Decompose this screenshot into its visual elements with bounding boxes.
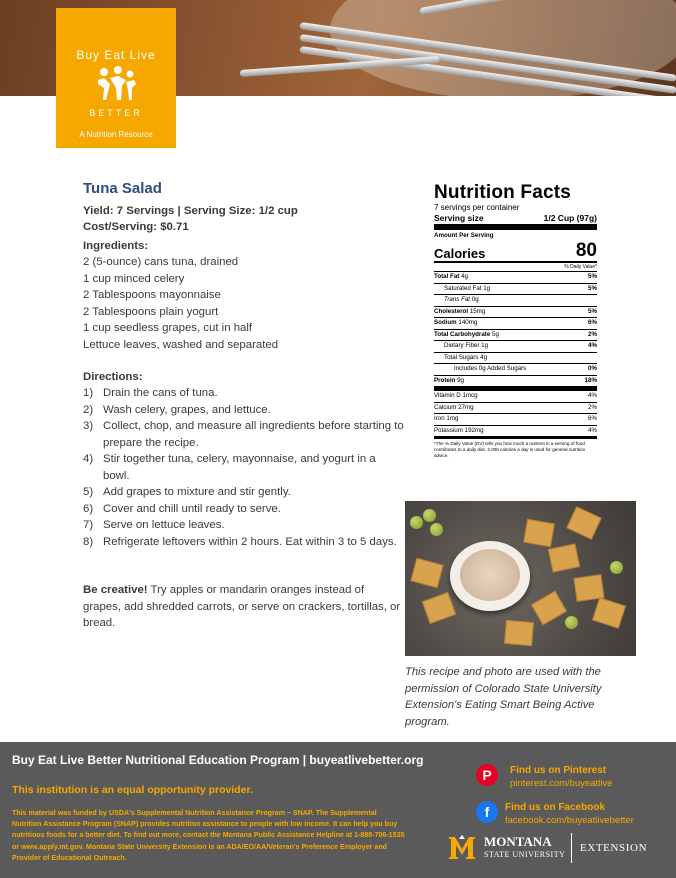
- step-number: 7): [83, 519, 94, 531]
- msu-divider: [571, 833, 572, 863]
- nutrition-facts-label: [434, 183, 597, 459]
- step-number: 8): [83, 535, 94, 548]
- daily-value-footnote: *The % Daily Value (DV) tells you how much a nutrient in a serving of food contributes to a daily diet. 2,000 calories a day is used for general nutrition advice.: [434, 436, 597, 459]
- creative-tip: [83, 582, 403, 632]
- vitamin-label: Calcium: [434, 403, 457, 411]
- vitamin-daily-value: 2%: [588, 403, 597, 411]
- daily-value-header: % Daily Value*: [434, 261, 597, 271]
- pinterest-link[interactable]: pinterest.com/buyeatlive: [510, 778, 613, 789]
- cracker-graphic: [548, 543, 580, 572]
- nutrient-name: [434, 307, 485, 318]
- vitamin-row: [434, 391, 597, 402]
- nutrient-label: Protein: [434, 376, 456, 384]
- nutrient-daily-value: 5%: [588, 307, 597, 315]
- nutrient-daily-value: 4%: [588, 342, 597, 349]
- direction-step: [83, 501, 405, 518]
- step-number: 4): [83, 453, 94, 465]
- nutrient-amount: 1g: [481, 342, 489, 349]
- nutrient-amount: 1g: [483, 284, 491, 292]
- direction-step: [83, 484, 405, 501]
- nutrient-row: [434, 283, 597, 295]
- funding-statement: This material was funded by USDA's Supplemental Nutrition Assistance Program – SNAP. The Supplemental Nutrition Assistance Program (SNAP) provides nutrition assistance to people with low income. It can help you buy nutritious foods for a better diet. To find out more, contact the Montana Public Assistance Helpline at 1-888-706-1535 or www.apply.mt.gov. Montana State University Extension is an ADA/EO/AA/Veteran's Preference Employer and Provider of Educational Outreach.: [12, 809, 405, 862]
- nutrient-amount: 9g: [457, 376, 464, 384]
- step-number: 6): [83, 502, 94, 515]
- nutrient-amount: 4g: [461, 273, 468, 280]
- vitamin-label: Iron: [434, 415, 445, 422]
- nutrient-name: [444, 341, 488, 352]
- salad-graphic: [460, 549, 520, 601]
- directions-list: [83, 385, 405, 550]
- amount-per-serving: Amount Per Serving: [434, 224, 597, 241]
- buy-eat-live-better-logo[interactable]: [56, 8, 176, 148]
- vitamin-daily-value: 4%: [588, 392, 597, 399]
- vitamin-name: [434, 426, 484, 437]
- grape-graphic: [423, 509, 436, 522]
- grape-graphic: [565, 616, 578, 629]
- nutrient-daily-value: 6%: [588, 319, 597, 326]
- facebook-heading: Find us on Facebook: [505, 802, 606, 813]
- servings-per-container: 7 servings per container: [434, 203, 520, 212]
- nutrient-label: Total Carbohydrate: [434, 330, 491, 338]
- msu-extension: EXTENSION: [580, 842, 648, 854]
- nutrient-row: [434, 271, 597, 283]
- cracker-graphic: [592, 597, 626, 628]
- serving-size-row: [434, 213, 597, 224]
- nutrient-daily-value: 2%: [588, 330, 597, 338]
- nutrient-name: [434, 376, 464, 387]
- nutrient-name: [434, 330, 499, 341]
- step-text: Stir together tuna, celery, mayonnaise, and yogurt in a bowl.: [103, 453, 376, 482]
- grape-graphic: [410, 516, 423, 529]
- equal-opportunity-statement: This institution is an equal opportunity provider.: [12, 784, 253, 796]
- step-text: Drain the cans of tuna.: [103, 387, 218, 399]
- vitamin-amount: 192mg: [464, 426, 484, 434]
- vitamin-name: [434, 403, 474, 414]
- vitamin-daily-value: 4%: [588, 426, 597, 434]
- vitamin-label: Vitamin D: [434, 392, 461, 399]
- step-text: Collect, chop, and measure all ingredients before starting to prepare the recipe.: [103, 420, 404, 449]
- nutrient-row: [434, 329, 597, 341]
- logo-tagline: A Nutrition Resource: [79, 130, 153, 139]
- nutrient-name: [444, 353, 487, 364]
- ingredient-item: 1 cup minced celery: [83, 272, 185, 285]
- nutrient-row: [434, 317, 597, 329]
- calories-label: Calories: [434, 246, 486, 261]
- msu-subtitle: STATE UNIVERSITY: [484, 850, 566, 859]
- vitamin-row: [434, 402, 597, 414]
- nutrient-row: [434, 294, 597, 306]
- nutrient-label: Dietary Fiber: [444, 342, 480, 349]
- vitamin-row: [434, 425, 597, 437]
- nutrient-name: [434, 272, 468, 283]
- nutrient-daily-value: 0%: [588, 365, 597, 372]
- nutrient-label: Total Sugars: [444, 353, 479, 361]
- vitamin-amount: 27mg: [458, 403, 474, 411]
- vitamin-amount: 1mcg: [462, 392, 478, 399]
- grape-graphic: [610, 561, 623, 574]
- nutrient-label: Cholesterol: [434, 307, 469, 315]
- nutrient-daily-value: 18%: [584, 376, 597, 384]
- yield-line: Yield: 7 Servings | Serving Size: 1/2 cup: [83, 205, 298, 217]
- nutrient-row: [434, 306, 597, 318]
- pinterest-heading: Find us on Pinterest: [510, 765, 607, 776]
- step-number: 2): [83, 403, 94, 416]
- facebook-icon[interactable]: f: [476, 801, 498, 823]
- ingredient-item: Lettuce leaves, washed and separated: [83, 338, 279, 351]
- step-text: Serve on lettuce leaves.: [103, 519, 225, 531]
- nutrient-amount: 140mg: [458, 319, 478, 326]
- vitamin-name: [434, 414, 458, 425]
- cost-line: Cost/Serving: $0.71: [83, 221, 189, 233]
- nutrient-daily-value: 5%: [588, 284, 597, 292]
- vitamin-amount: 1mg: [446, 415, 459, 422]
- direction-step: [83, 402, 405, 419]
- direction-step: [83, 418, 405, 451]
- creative-label: Be creative!: [83, 584, 148, 596]
- vitamin-row: [434, 413, 597, 425]
- tuna-salad-photo: [405, 501, 636, 656]
- nutrient-name: [444, 295, 479, 306]
- directions-heading: Directions:: [83, 371, 143, 383]
- nutrition-facts-title: Nutrition Facts: [434, 182, 572, 203]
- ingredients-list: [83, 254, 278, 353]
- msu-logo-icon: [447, 833, 477, 863]
- step-text: Wash celery, grapes, and lettuce.: [103, 403, 271, 416]
- grape-graphic: [430, 523, 443, 536]
- nutrient-amount: 0g: [471, 296, 479, 303]
- people-figures-icon: [94, 66, 138, 102]
- nutrient-amount: 4g: [480, 353, 488, 361]
- nutrient-row: [434, 363, 597, 375]
- nutrient-label: Total Fat: [434, 273, 460, 280]
- logo-brand-text: Buy Eat Live: [76, 48, 156, 62]
- direction-step: [83, 451, 405, 484]
- step-number: 1): [83, 387, 94, 399]
- nutrient-label: Includes 0g Added Sugars: [454, 365, 527, 372]
- nutrient-name: [434, 318, 477, 329]
- facebook-link[interactable]: facebook.com/buyeatlivebetter: [505, 815, 634, 826]
- step-text: Add grapes to mixture and stir gently.: [103, 486, 291, 498]
- photo-caption: This recipe and photo are used with the permission of Colorado State University Extension's Eating Smart Being Active program.: [405, 666, 602, 728]
- nutrient-name: [454, 364, 526, 375]
- nutrient-rows: [434, 271, 597, 386]
- calories-value: 80: [575, 240, 597, 261]
- pinterest-icon[interactable]: P: [476, 764, 498, 786]
- cracker-graphic: [566, 506, 602, 540]
- step-number: 5): [83, 486, 94, 498]
- nutrient-row: [434, 375, 597, 387]
- footer-title[interactable]: Buy Eat Live Better Nutritional Education Program | buyeatlivebetter.org: [12, 753, 424, 767]
- ingredient-item: 2 Tablespoons mayonnaise: [83, 289, 221, 301]
- direction-step: [83, 517, 405, 534]
- cracker-graphic: [504, 620, 534, 646]
- ingredient-item: 2 Tablespoons plain yogurt: [83, 305, 219, 318]
- ingredients-heading: Ingredients:: [83, 240, 149, 252]
- nutrient-amount: 15mg: [469, 307, 486, 315]
- nutrient-amount: 5g: [492, 330, 499, 338]
- direction-step: [83, 534, 405, 551]
- vitamin-rows: [434, 386, 597, 436]
- cracker-graphic: [531, 591, 567, 626]
- logo-better-text: BETTER: [89, 108, 143, 118]
- vitamin-name: [434, 391, 478, 402]
- serving-size-label: Serving size: [434, 213, 484, 223]
- recipe-title: Tuna Salad: [83, 180, 162, 197]
- nutrient-label: Trans Fat: [444, 296, 471, 303]
- nutrient-row: [434, 352, 597, 364]
- direction-step: [83, 385, 405, 402]
- nutrient-name: [444, 284, 490, 295]
- cracker-graphic: [523, 519, 555, 547]
- cracker-graphic: [410, 558, 443, 588]
- step-text: Cover and chill until ready to serve.: [103, 502, 281, 515]
- nutrient-daily-value: 5%: [588, 273, 597, 280]
- nutrient-row: [434, 340, 597, 352]
- vitamin-daily-value: 6%: [588, 415, 597, 422]
- step-number: 3): [83, 420, 94, 432]
- creative-text: Try apples or mandarin oranges instead of grapes, add shredded carrots, or serve on crackers, tortillas, or bread.: [83, 584, 401, 629]
- vitamin-label: Potassium: [434, 426, 463, 434]
- ingredient-item: 1 cup seedless grapes, cut in half: [83, 322, 253, 334]
- serving-size-value: 1/2 Cup (97g): [543, 213, 597, 223]
- nutrient-label: Sodium: [434, 319, 457, 326]
- step-text: Refrigerate leftovers within 2 hours. Eat within 3 to 5 days.: [103, 535, 397, 548]
- calories-row: [434, 241, 597, 261]
- msu-name: MONTANA: [484, 834, 552, 849]
- ingredient-item: 2 (5-ounce) cans tuna, drained: [83, 256, 239, 268]
- nutrient-label: Saturated Fat: [444, 284, 482, 292]
- cracker-graphic: [422, 592, 457, 624]
